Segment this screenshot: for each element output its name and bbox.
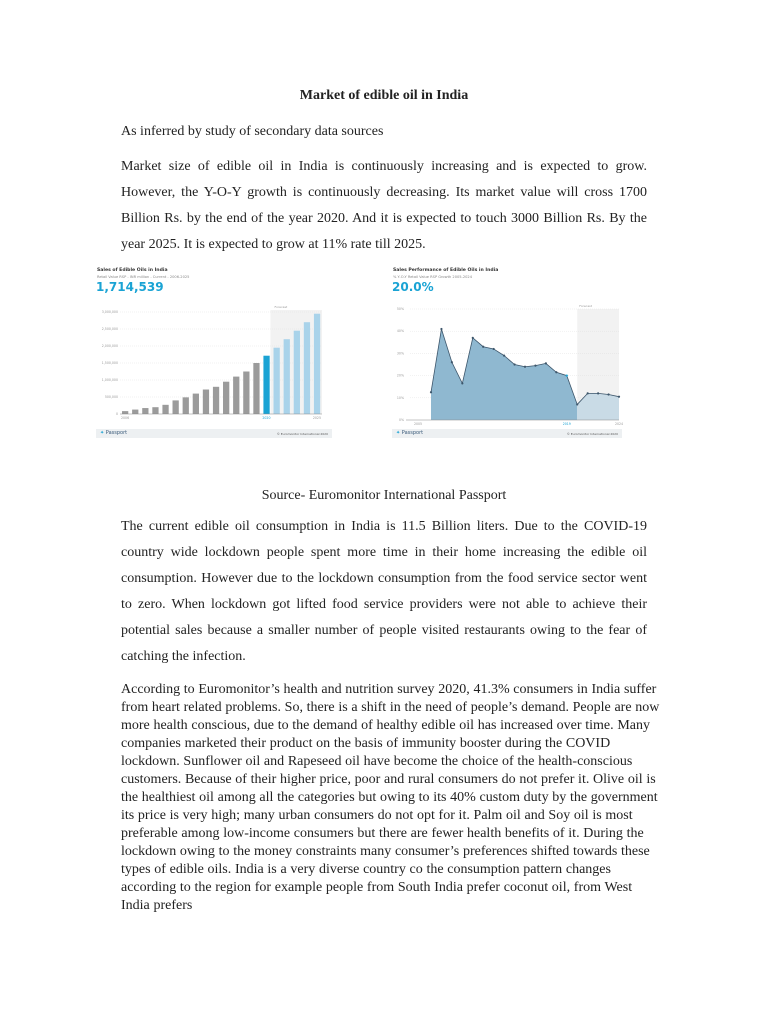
passport-logo-icon: ✦ — [100, 430, 105, 436]
chart-title: Sales Performance of Edible Oils in India — [393, 268, 499, 273]
chart-subtitle: % Y-O-Y Retail Value RSP Growth 2005-2024 — [393, 275, 472, 279]
svg-text:Forecast: Forecast — [579, 304, 592, 308]
passport-logo-text: Passport — [105, 430, 128, 436]
passport-logo — [396, 430, 423, 436]
chart-footer — [392, 429, 622, 438]
svg-text:2006: 2006 — [120, 416, 130, 420]
growth-area-chart — [390, 266, 630, 440]
passport-logo — [100, 430, 127, 436]
paragraph-health-survey: According to Euromonitor’s health and nutrition survey 2020, 41.3% consumers in India suffer from heart related problems. So, there is a shift in the need of people’s demand. People are now more health conscious, due to the demand of healthy edible oil has increased over time. Many companies marketed their product on the basis of immunity booster during the COVID lockdown. Sunflower oil and Rapeseed oil have become the choice of the health-conscious customers. Because of their higher price, poor and rural consumers do not prefer it. Olive oil is the healthiest oil among all the categories but owing to its 40% custom duty by the government its price is very high; many urban consumers do not opt for it. Palm oil and Soy oil is most preferable among low-income consumers but there are fewer health benefits of it. During the lockdown owing to the money constraints many consumer’s preferences shifted towards these types of edible oils. India is a very diverse country co the consumption pattern changes according to the region for example people from South India prefer coconut oil, from West India prefers — [121, 682, 660, 913]
svg-text:2025: 2025 — [312, 416, 322, 420]
svg-text:1,500,000: 1,500,000 — [101, 361, 118, 365]
document-title: Market of edible oil in India — [299, 88, 469, 103]
paragraph-market-size: Market size of edible oil in India is continuously increasing and is expected to grow. However, the Y-O-Y growth is continuously decreasing. Its market value will cross 1700 Billion Rs. by the end of the year 2020. And it is expected to touch 3000 Billion Rs. By the year 2025. It is expected to grow at 11% rate till 2025. — [121, 159, 647, 252]
svg-text:2005: 2005 — [413, 422, 423, 426]
chart-headline-value: 20.0% — [392, 280, 434, 294]
svg-text:20%: 20% — [396, 373, 404, 378]
chart-copyright: © Euromonitor International 2020 — [276, 431, 328, 436]
svg-text:2024: 2024 — [614, 422, 624, 426]
chart-headline-value: 1,714,539 — [96, 280, 164, 294]
svg-text:2019: 2019 — [562, 422, 571, 426]
passport-logo-text: Passport — [401, 430, 424, 436]
svg-text:500,000: 500,000 — [104, 395, 118, 399]
passport-logo-icon: ✦ — [396, 430, 401, 436]
svg-text:50%: 50% — [396, 307, 404, 311]
svg-text:2,500,000: 2,500,000 — [101, 327, 118, 331]
svg-text:0: 0 — [115, 412, 118, 416]
chart-footer — [96, 429, 332, 438]
sales-bar-chart — [94, 266, 340, 440]
source-caption: Source- Euromonitor International Passport — [261, 488, 507, 503]
svg-text:30%: 30% — [396, 351, 404, 356]
chart-subtitle: Retail Value RSP - INR million - Current - 2006-2025 — [97, 275, 190, 279]
svg-text:1,000,000: 1,000,000 — [101, 378, 118, 382]
svg-text:Forecast: Forecast — [274, 305, 288, 309]
svg-text:3,000,000: 3,000,000 — [101, 310, 118, 314]
intro-line: As inferred by study of secondary data sources — [121, 124, 384, 139]
svg-text:40%: 40% — [396, 329, 404, 334]
paragraph-consumption: The current edible oil consumption in India is 11.5 Billion liters. Due to the COVID-19 country wide lockdown people spent more time in their home increasing the edible oil consumption. However due to the lockdown consumption from the food service sector went to zero. When lockdown got lifted food service providers were not able to achieve their potential sales because a smaller number of people visited restaurants owing to the fear of catching the infection. — [121, 519, 647, 664]
svg-text:2,000,000: 2,000,000 — [101, 344, 118, 348]
chart-title: Sales of Edible Oils in India — [97, 268, 168, 273]
svg-text:10%: 10% — [396, 395, 404, 400]
chart-copyright: © Euromonitor International 2020 — [566, 431, 618, 436]
svg-text:0%: 0% — [398, 418, 404, 422]
svg-text:2020: 2020 — [262, 416, 271, 420]
